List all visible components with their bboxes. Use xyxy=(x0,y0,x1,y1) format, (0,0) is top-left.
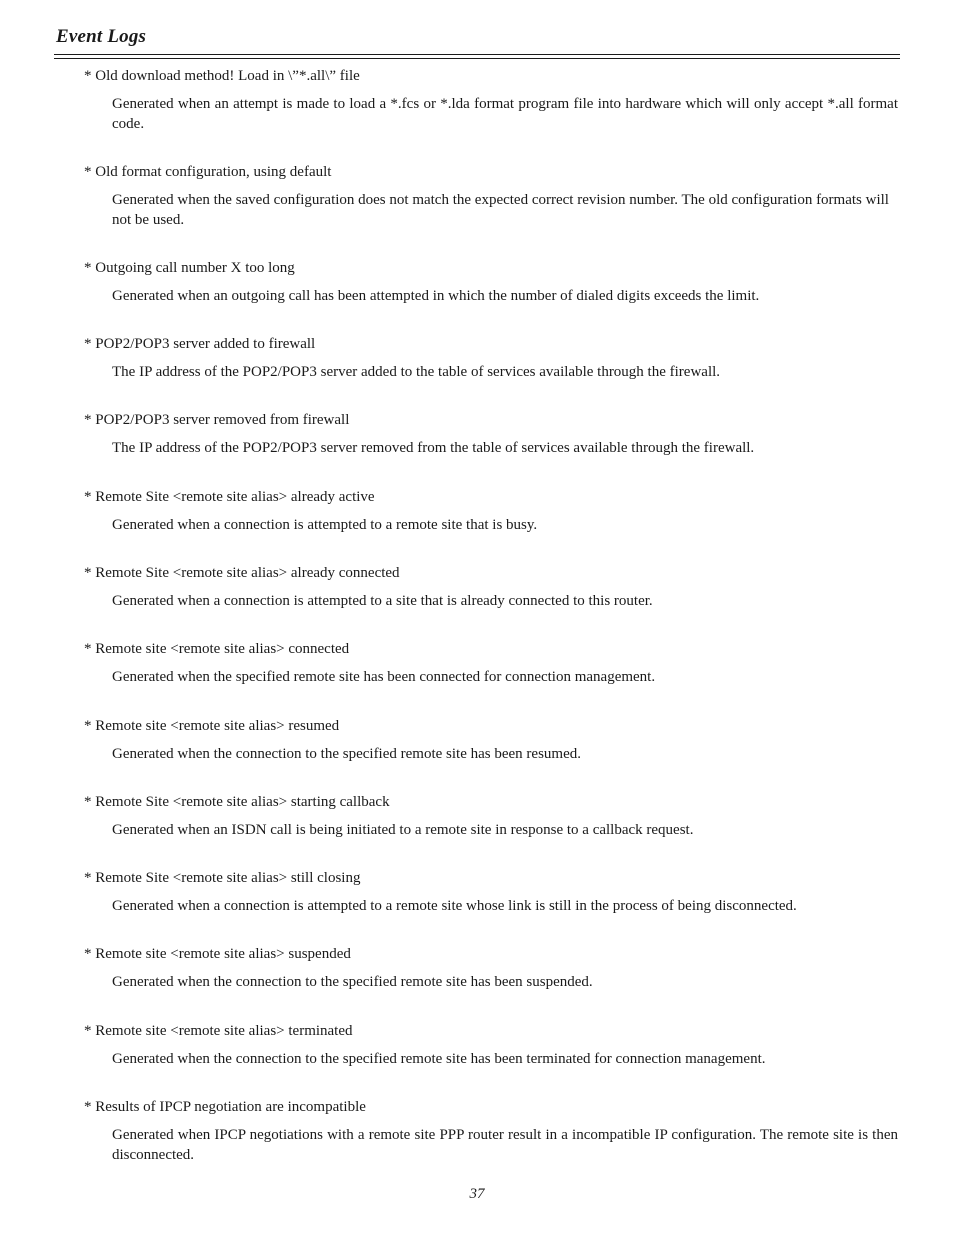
entry-title: * Remote Site <remote site alias> starting callback xyxy=(84,794,390,810)
page-header-title: Event Logs xyxy=(56,26,147,47)
entry-title: * Old format configuration, using default xyxy=(84,164,332,180)
entry-title: * Outgoing call number X too long xyxy=(84,260,295,276)
entry-description: Generated when an ISDN call is being initiated to a remote site in response to a callback request. xyxy=(112,822,694,838)
entry-description: Generated when IPCP negotiations with a remote site PPP router result in a incompatible IP configuration. The remote site is then disconnected. xyxy=(112,1127,898,1163)
entry-title: * Remote site <remote site alias> connected xyxy=(84,641,350,657)
entry-description: Generated when a connection is attempted to a remote site whose link is still in the process of being disconnected. xyxy=(112,898,797,914)
entry-description: Generated when the saved configuration does not match the expected correct revision number. The old configuration formats will not be used. xyxy=(112,192,889,228)
entry-description: The IP address of the POP2/POP3 server added to the table of services available through the firewall. xyxy=(112,364,721,380)
entry-title: * Remote site <remote site alias> terminated xyxy=(84,1023,353,1039)
page-number: 37 xyxy=(469,1186,485,1202)
entry-description: Generated when the connection to the specified remote site has been resumed. xyxy=(112,746,581,762)
entry-title: * Remote Site <remote site alias> already active xyxy=(84,489,375,505)
entry-title: * POP2/POP3 server added to firewall xyxy=(84,336,316,352)
entry-title: * Remote Site <remote site alias> already connected xyxy=(84,565,400,581)
entry-title: * Remote site <remote site alias> resumed xyxy=(84,718,340,734)
entry-title: * Results of IPCP negotiation are incompatible xyxy=(84,1099,366,1115)
entry-description: Generated when an attempt is made to load a *.fcs or *.lda format program file into hardware which will only accept *.all format code. xyxy=(112,96,898,132)
entry-description: Generated when the connection to the specified remote site has been terminated for connection management. xyxy=(112,1051,766,1067)
entry-description: The IP address of the POP2/POP3 server removed from the table of services available through the firewall. xyxy=(112,440,755,456)
entry-title: * POP2/POP3 server removed from firewall xyxy=(84,412,350,428)
entry-title: * Remote Site <remote site alias> still closing xyxy=(84,870,361,886)
header-rule-thin xyxy=(54,58,900,59)
entry-title: * Remote site <remote site alias> suspended xyxy=(84,946,351,962)
entry-description: Generated when the connection to the specified remote site has been suspended. xyxy=(112,974,593,990)
entry-description: Generated when an outgoing call has been attempted in which the number of dialed digits exceeds the limit. xyxy=(112,288,760,304)
entry-description: Generated when the specified remote site has been connected for connection management. xyxy=(112,669,656,685)
entry-title: * Old download method! Load in \”*.all\” file xyxy=(84,68,360,84)
header-rule-thick xyxy=(54,54,900,55)
entry-description: Generated when a connection is attempted to a remote site that is busy. xyxy=(112,517,538,533)
entry-description: Generated when a connection is attempted to a site that is already connected to this router. xyxy=(112,593,653,609)
